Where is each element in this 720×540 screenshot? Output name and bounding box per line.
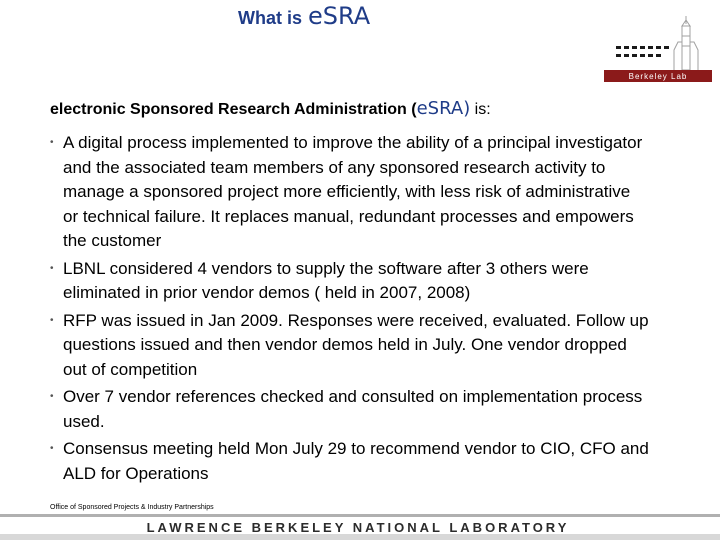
footer-note: Office of Sponsored Projects & Industry Partnerships [50, 504, 214, 511]
subtitle [50, 98, 491, 119]
footer-banner-text: Lawrence Berkeley National Laboratory [146, 520, 570, 535]
logo-text: Berkeley Lab [628, 72, 688, 81]
bullet-text: A digital process implemented to improve the ability of a principal investigator and the associated team members of any sponsored research activity to manage a sponsored project more efficiently, with less risk of administrative or technical failure. It replaces manual, redundant processes and empowers the customer [63, 133, 643, 250]
bullet-text: Consensus meeting held Mon July 29 to recommend vendor to CIO, CFO and ALD for Operations [63, 439, 649, 483]
subtitle-suffix: is: [470, 101, 491, 118]
bullet-list [50, 131, 650, 489]
bullet-item [50, 257, 650, 306]
bullet-icon: • [50, 314, 54, 326]
bullet-icon: • [50, 391, 54, 402]
subtitle-text: electronic Sponsored Research Administration ( [50, 101, 417, 118]
bullet-icon: • [50, 443, 54, 454]
bullet-item [50, 309, 650, 383]
slide-title [238, 2, 370, 36]
footer-banner [0, 512, 720, 540]
bullet-item [50, 437, 650, 486]
bullet-icon: • [50, 137, 54, 148]
bullet-text: RFP was issued in Jan 2009. Responses were received, evaluated. Follow up questions issued and then vendor demos held in July. One vendor dropped out of competition [63, 310, 649, 379]
bullet-text: Over 7 vendor references checked and consulted on implementation process used. [63, 387, 643, 431]
title-prefix: What is [238, 8, 303, 28]
bullet-item [50, 131, 650, 254]
title-brand: eSRA [308, 2, 371, 30]
bullet-item [50, 385, 650, 434]
bullet-text: LBNL considered 4 vendors to supply the software after 3 others were eliminated in prior vendor demos ( held in 2007, 2008) [63, 258, 589, 302]
berkeley-lab-logo [604, 12, 712, 82]
bullet-icon: • [50, 262, 54, 274]
subtitle-brand: eSRA) [416, 98, 471, 119]
